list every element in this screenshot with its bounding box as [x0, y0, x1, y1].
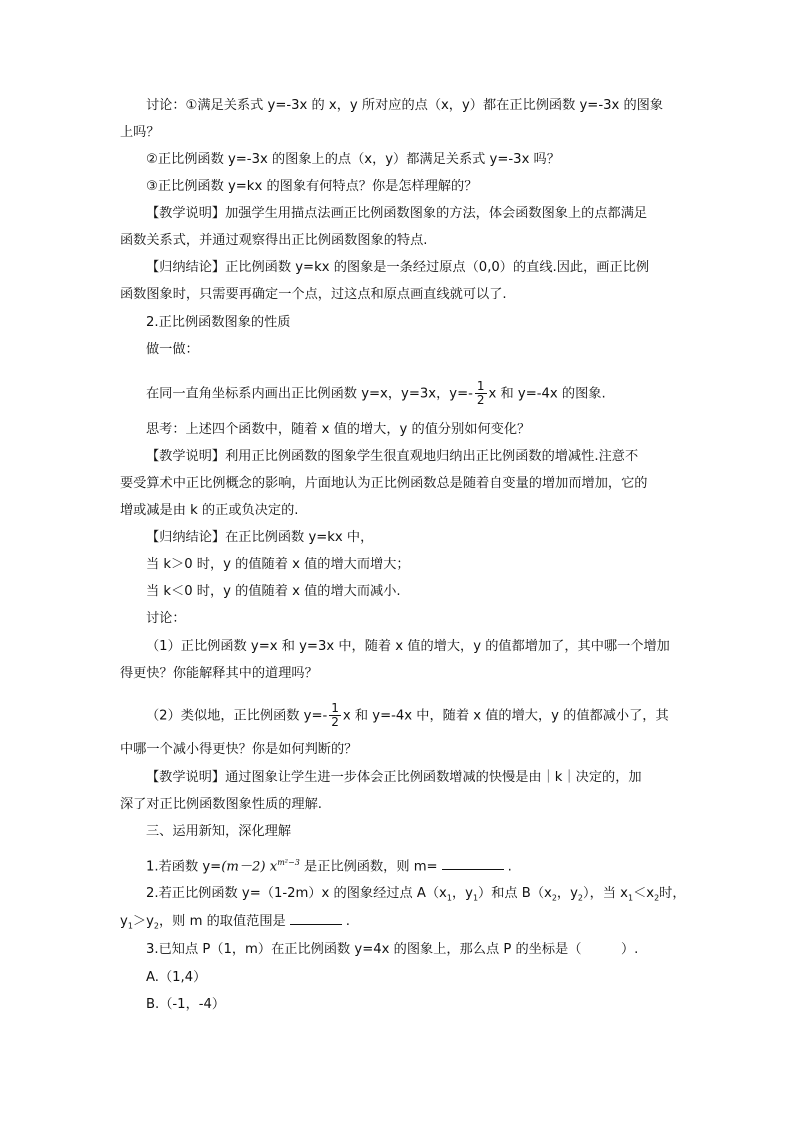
teaching-note-1-cont: 函数关系式，并通过观察得出正比例函数图象的特点.: [120, 233, 428, 248]
teaching-note-1: 【教学说明】加强学生用描点法画正比例函数图象的方法，体会函数图象上的点都满足: [146, 206, 648, 221]
conclusion-1: 【归纳结论】正比例函数 y=kx 的图象是一条经过原点（0,0）的直线.因此，画正比例: [146, 260, 650, 275]
answer-blank-2[interactable]: [290, 912, 342, 925]
conclusion-2-positive: 当 k＞0 时，y 的值随着 x 值的增大而增大；: [146, 557, 410, 572]
think-question: 思考：上述四个函数中，随着 x 值的增大，y 的值分别如何变化？: [146, 422, 531, 437]
conclusion-2: 【归纳结论】在正比例函数 y=kx 中，: [146, 530, 374, 545]
discussion-line-2: ②正比例函数 y=-3x 的图象上的点（x，y）都满足关系式 y=-3x 吗？: [146, 152, 560, 167]
discussion-label: 讨论：: [146, 611, 186, 626]
activity-instruction: 在同一直角坐标系内画出正比例函数 y=x，y=3x，y=- $\frac{1}{2}$ x 和 y=-4x 的图象.: [146, 379, 606, 407]
section-heading-3: 三、运用新知，深化理解: [146, 824, 292, 839]
discussion-line-1: 讨论：①满足关系式 y=-3x 的 x，y 所对应的点（x，y）都在正比例函数 y=-3x 的图象: [146, 98, 664, 113]
discussion-question-1-cont: 得更快？你能解释其中的道理吗？: [120, 666, 318, 681]
activity-label: 做一做：: [146, 342, 199, 357]
conclusion-2-negative: 当 k＜0 时，y 的值随着 x 值的增大而减小.: [146, 584, 401, 599]
exercise-2-cont: $y_1>y_2$，则 m 的取值范围是 .: [120, 914, 350, 931]
exercise-1: 1.若函数 y=(m－2) $x^{m^2-3}$ 是正比例函数，则 m= .: [146, 858, 512, 875]
exercise-3-option-a: A.（1,4）: [146, 970, 207, 985]
fraction-one-half: $\frac{1}{2}$: [331, 701, 339, 729]
teaching-note-3: 【教学说明】通过图象让学生进一步体会正比例函数增减的快慢是由｜k｜决定的，加: [146, 770, 642, 785]
discussion-question-2: （2）类似地，正比例函数 y=- $\frac{1}{2}$ x 和 y=-4x 中，随着 x 值的增大，y 的值都减小了，其: [146, 701, 669, 729]
discussion-question-2-cont: 中哪一个减小得更快？你是如何判断的？: [120, 742, 358, 757]
teaching-note-3-cont: 深了对正比例函数图象性质的理解.: [120, 797, 323, 812]
teaching-note-2-cont-1: 要受算术中正比例概念的影响，片面地认为正比例函数总是随着自变量的增加而增加，它的: [120, 476, 648, 491]
discussion-question-1: （1）正比例函数 y=x 和 y=3x 中，随着 x 值的增大，y 的值都增加了，其中哪一个增加: [146, 639, 670, 654]
discussion-line-1-cont: 上吗？: [120, 125, 160, 140]
fraction-one-half: $\frac{1}{2}$: [476, 379, 485, 407]
discussion-line-3: ③正比例函数 y=kx 的图象有何特点？你是怎样理解的？: [146, 179, 478, 194]
exercise-3-option-b: B.（-1，-4）: [146, 997, 226, 1012]
answer-blank-1[interactable]: [442, 857, 504, 870]
exercise-2: 2.若正比例函数 y=（1-2m）x 的图象经过点 $A(x_1$，$y_1$）和点 $B(x_2$，$y_2$），当 $x_1<x_2$时，: [146, 886, 686, 903]
section-heading-2: 2.正比例函数图象的性质: [146, 315, 291, 330]
conclusion-1-cont: 函数图象时，只需要再确定一个点，过这点和原点画直线就可以了.: [120, 287, 507, 302]
teaching-note-2: 【教学说明】利用正比例函数的图象学生很直观地归纳出正比例函数的增减性.注意不: [146, 449, 639, 464]
teaching-note-2-cont-2: 增或减是由 k 的正或负决定的.: [120, 503, 299, 518]
exercise-3: 3.已知点 P（1，m）在正比例函数 y=4x 的图象上，那么点 P 的坐标是（ ）.: [146, 942, 639, 957]
